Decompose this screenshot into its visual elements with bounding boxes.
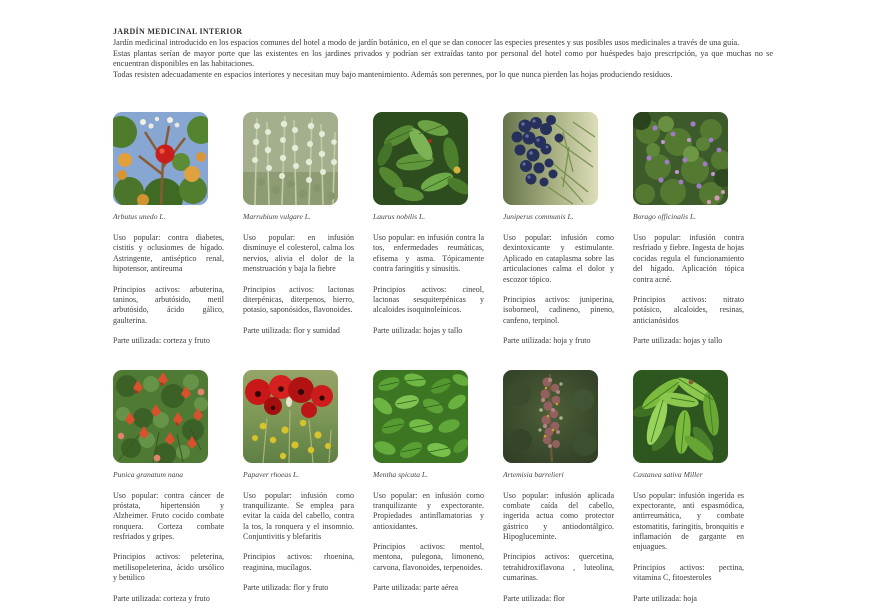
plant-card-laurus-nobilis (373, 112, 484, 336)
borago-officinalis-illustration (633, 112, 728, 205)
plant-uso: Uso popular: infusión ingerida es expectorante, anti espasmódica, antirreumática, y combate estomatitis, faringitis, bronquitis e inflamación de gargante en enjuagues. (633, 490, 744, 552)
plant-name: Mentha spicata L. (373, 469, 429, 479)
plant-name: Punica granatum nana (113, 469, 184, 479)
plant-principios: Principios activos: rhoenina, reaginina, mucílagos. (243, 552, 354, 572)
plant-principios: Principios activos: mentol, mentona, pulegona, limoneno, carvona, flavonoides, terpenoides. (373, 542, 484, 572)
page-header (113, 27, 773, 80)
plant-principios: Principios activos: nitrato potásico, alcaloides, resinas, anticianósidos (633, 294, 744, 325)
plant-principios: Principios activos: peleterina, metilisopeleterina, ácido ursólico y betúlico (113, 552, 224, 583)
plant-uso: Uso popular: infusión aplicada combate caída del cabello, ingerida actua como protector gástrico y antiodontálgico. Hipogluceminte. (503, 490, 614, 542)
plant-parte: Parte utilizada: hoja y fruto (503, 336, 591, 346)
punica-granatum-photo (113, 370, 208, 463)
plant-uso: Uso popular: contra diabetes, cistitis y oclusiomes de hígado. Astringente, antiséptico renal, hipotensor, antireuma (113, 233, 224, 274)
plant-name: Artemisia barrelieri (503, 469, 564, 479)
marrubium-vulgare-photo (243, 112, 338, 205)
punica-granatum-illustration (113, 370, 208, 463)
laurus-nobilis-illustration (373, 112, 468, 205)
plant-uso: Uso popular: infusión como tranquilizante. Se emplea para evitar la caída del cabello, contra la tos, la ronquera y el insomnio. Conjuntivitis y blefaritis (243, 490, 354, 542)
plant-name: Laurus nobilis L. (373, 212, 426, 221)
plant-card-arbutus-unedo (113, 112, 224, 347)
plant-uso: Uso popular: en infusión como tranquilizante y expectorante. Propiedades antinflamatorias y antioxidantes. (373, 490, 484, 531)
plant-parte: Parte utilizada: parte aérea (373, 583, 459, 593)
juniperus-communis-illustration (503, 112, 598, 205)
plant-uso: Uso popular: contra cáncer de próstata, hipertensión y Alzheimer. Fruto cocido combate ronquera. Corteza combate resfriados y gripes. (113, 490, 224, 542)
plant-card-borago-officinalis (633, 112, 744, 347)
arbutus-unedo-photo (113, 112, 208, 205)
laurus-nobilis-photo (373, 112, 468, 205)
intro-paragraph-2: Estas plantas serían de mayor porte que las existentes en los jardines privados y podrían ser extraídas tanto por personal del hotel como por huéspedes bajo prescripción, ya que muchas no se encuentran disponibles en las habitaciones. (113, 48, 773, 68)
plant-grid (113, 112, 744, 604)
castanea-sativa-photo (633, 370, 728, 463)
plant-name: Juniperus communis L. (503, 212, 574, 221)
plant-parte: Parte utilizada: hojas y tallo (373, 325, 463, 335)
plant-parte: Parte utilizada: flor y fruto (243, 583, 329, 593)
intro-paragraph-3: Todas resisten adecuadamente en espacios interiores y necesitan muy bajo mantenimiento. Además son perennes, por lo que nunca pierden las hojas produciendo residuos. (113, 69, 673, 79)
plant-principios: Principios activos: juniperina, isoborneol, cadineno, pineno, canfeno, terpinol. (503, 294, 614, 325)
plant-parte: Parte utilizada: flor (503, 593, 565, 603)
plant-parte: Parte utilizada: flor y sumidad (243, 325, 340, 335)
mentha-spicata-illustration (373, 370, 468, 463)
castanea-sativa-illustration (633, 370, 728, 463)
plant-card-juniperus-communis (503, 112, 614, 347)
plant-uso: Uso popular: en infusión contra la tos, enfermedades reumáticas, efisema y asma. Tópicamente contra faringitis y sinusitis. (373, 233, 484, 274)
plant-name: Marrubium vulgare L. (243, 212, 311, 221)
artemisia-barrelieri-photo (503, 370, 598, 463)
plant-principios: Principios activos: arbuterina, taninos, arbutósido, metil arbutósido, ácido gálico, gaulterina. (113, 284, 224, 325)
plant-parte: Parte utilizada: corteza y fruto (113, 593, 210, 603)
plant-principios: Principios activos: quercetina, tetrahidroxiflavona , luteolina, cumarinas. (503, 552, 614, 583)
plant-card-castanea-sativa (633, 370, 744, 605)
page-title: JARDÍN MEDICINAL INTERIOR (113, 27, 243, 36)
plant-parte: Parte utilizada: hojas y tallo (633, 336, 723, 346)
arbutus-unedo-illustration (113, 112, 208, 205)
plant-card-marrubium-vulgare (243, 112, 354, 336)
plant-parte: Parte utilizada: corteza y fruto (113, 336, 210, 346)
papaver-rhoeas-illustration (243, 370, 338, 463)
plant-parte: Parte utilizada: hoja (633, 593, 697, 603)
plant-name: Arbutus unedo L. (113, 212, 166, 221)
plant-principios: Principios activos: pectina, vitamina C, fitoesteroles (633, 562, 744, 583)
plant-principios: Principios activos: cineol, lactonas sesquiterpénicas y alcaloides isoquinoleínicos. (373, 284, 484, 315)
plant-uso: Uso popular: infusión como dexintoxicante y estimulante. Aplicado en cataplasma sobre las articulaciones calma el dolor y escozor tópico. (503, 233, 614, 284)
artemisia-barrelieri-illustration (503, 370, 598, 463)
plant-name: Castanea sativa Miller (633, 469, 703, 479)
plant-card-papaver-rhoeas (243, 370, 354, 594)
plant-card-punica-granatum (113, 370, 224, 605)
intro-paragraph-1: Jardín medicinal introducido en los espacios comunes del hotel a modo de jardín botánico, en el que se dan conocer las especies presentes y sus posibles usos medicinales a través de una guía. (113, 38, 740, 47)
plant-uso: Uso popular: en infusión disminuye el colesterol, calma los nervios, alivia el dolor de la menstruación y baja la fiebre (243, 233, 354, 274)
plant-uso: Uso popular: infusión contra resfriado y fiebre. Ingesta de hojas cocidas regula el funcionamiento del hígado. Aplicación tópica contra acné. (633, 233, 744, 284)
juniperus-communis-photo (503, 112, 598, 205)
papaver-rhoeas-photo (243, 370, 338, 463)
plant-card-mentha-spicata (373, 370, 484, 594)
borago-officinalis-photo (633, 112, 728, 205)
plant-name: Borago officinalis L. (633, 212, 697, 221)
mentha-spicata-photo (373, 370, 468, 463)
plant-card-artemisia-barrelieri (503, 370, 614, 605)
plant-name: Papaver rhoeas L. (243, 469, 300, 479)
marrubium-vulgare-illustration (243, 112, 338, 205)
plant-principios: Principios activos: lactonas diterpénicas, diterpenos, hierro, potasio, saponósidos, flavonoides. (243, 284, 354, 315)
